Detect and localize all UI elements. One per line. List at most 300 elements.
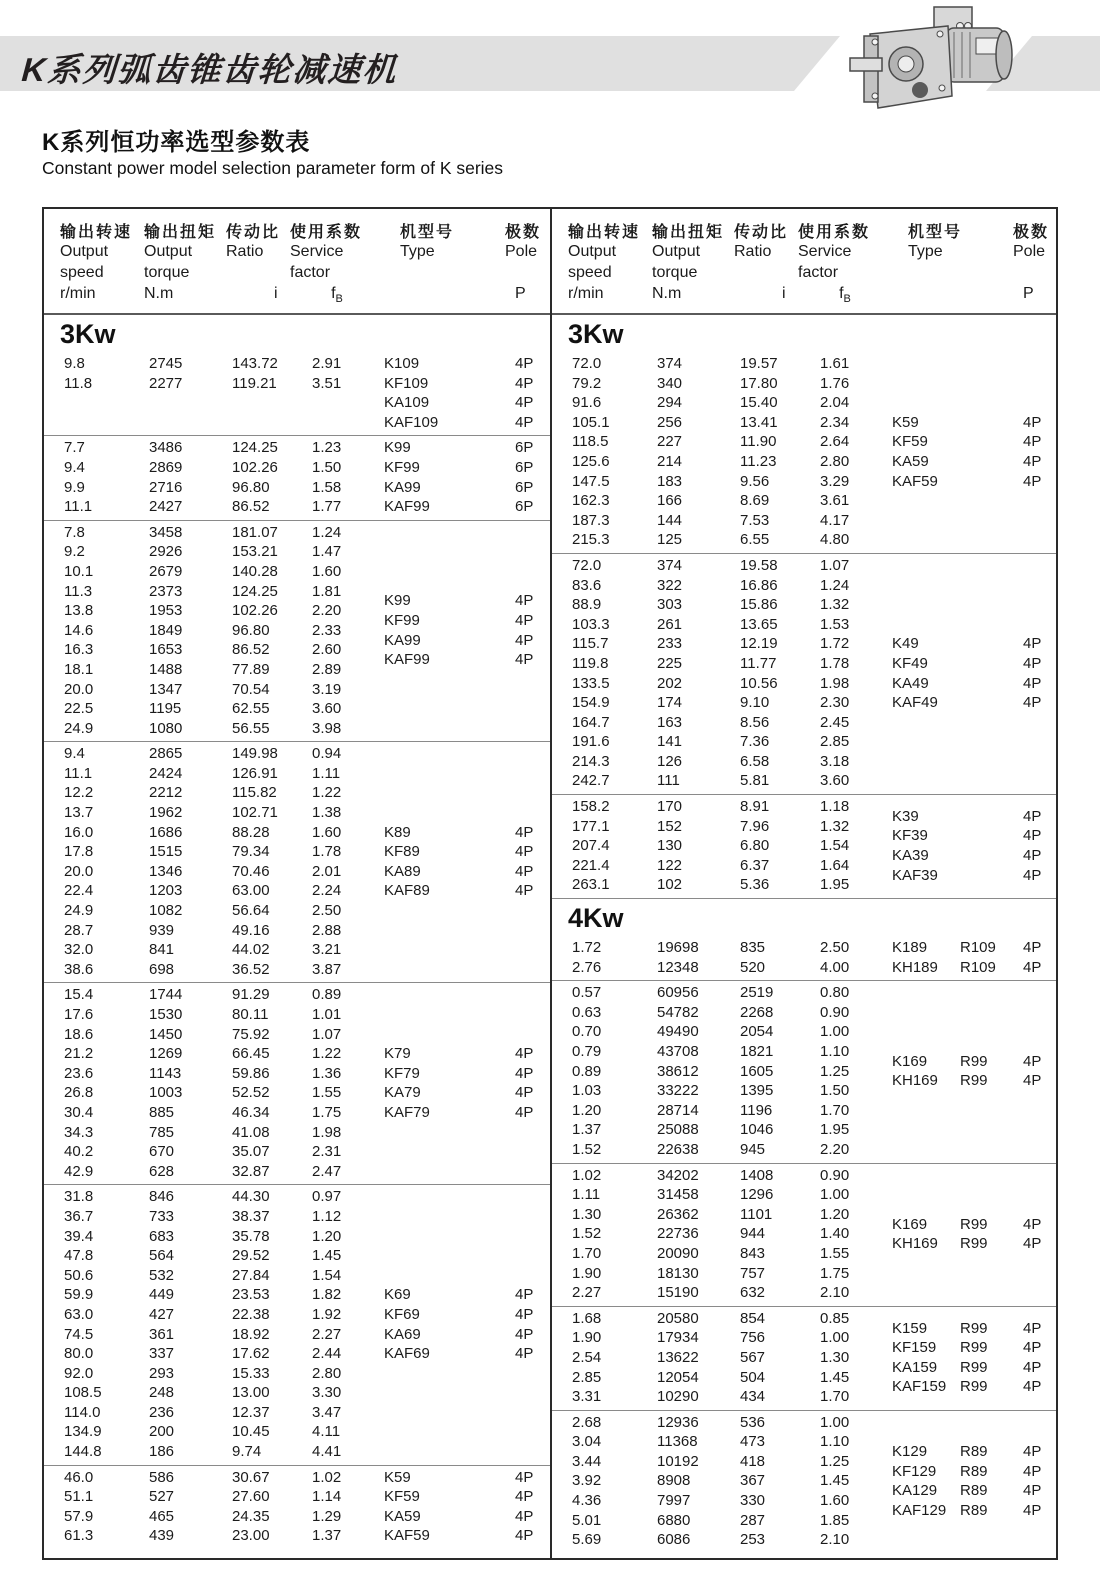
- table-right-half: [550, 209, 1056, 1558]
- ratio-value: 66.45: [232, 1045, 270, 1063]
- type-row: [384, 1285, 550, 1305]
- table-block: [44, 352, 550, 436]
- output-speed-value: 105.1: [572, 413, 610, 431]
- output-torque-value: 1195: [149, 700, 182, 718]
- type-row: [384, 458, 550, 478]
- type-name: K129: [892, 1443, 928, 1461]
- output-speed-value: 88.9: [572, 596, 602, 614]
- ratio-value: 124.25: [232, 439, 278, 457]
- header-cell: Type: [908, 243, 943, 260]
- ratio-value: 9.74: [232, 1443, 262, 1461]
- service-factor-value: 1.30: [820, 1348, 850, 1366]
- type-name: KAF79: [384, 1103, 430, 1121]
- header-cell: Output: [60, 243, 109, 260]
- pole-value: 4P: [1023, 807, 1042, 825]
- table-row: [44, 960, 384, 980]
- ratio-value: 504: [740, 1368, 766, 1386]
- output-speed-value: 13.8: [64, 602, 94, 620]
- table-left-half: [44, 209, 550, 1558]
- data-rows: [552, 981, 892, 1162]
- pole-value: 4P: [515, 1507, 534, 1525]
- output-torque-value: 2865: [149, 745, 183, 763]
- type-suffix: R99: [960, 1072, 988, 1090]
- output-torque-value: 256: [657, 413, 683, 431]
- service-factor-value: 1.38: [312, 804, 342, 822]
- header-cell: 机型号: [908, 224, 963, 241]
- output-speed-value: 4.36: [572, 1492, 602, 1510]
- type-suffix: [452, 1507, 515, 1527]
- service-factor-value: 1.00: [820, 1413, 850, 1431]
- header-row: [552, 285, 1056, 309]
- type-suffix: [452, 1064, 515, 1084]
- output-speed-value: 214.3: [572, 752, 610, 770]
- output-speed-value: 32.0: [64, 941, 94, 959]
- table-row: [44, 1044, 384, 1064]
- table-row: [552, 511, 892, 531]
- type-name: KH169: [892, 1235, 938, 1253]
- output-torque-value: 439: [149, 1527, 175, 1545]
- flange-bolt: [872, 39, 878, 45]
- ratio-value: 115.82: [232, 784, 277, 802]
- table-row: [552, 1120, 892, 1140]
- output-speed-value: 17.6: [64, 1006, 94, 1023]
- ratio-value: 70.54: [232, 680, 270, 698]
- service-factor-value: 4.80: [820, 531, 850, 549]
- output-speed-value: 108.5: [64, 1384, 102, 1402]
- pole-value: 4P: [515, 651, 534, 669]
- pole-value: 4P: [515, 823, 534, 841]
- service-factor-value: 1.50: [312, 458, 342, 476]
- service-factor-value: 1.24: [820, 576, 850, 594]
- type-suffix: [452, 650, 515, 670]
- output-torque-value: 6880: [657, 1511, 691, 1529]
- table-row: [552, 856, 892, 876]
- ratio-value: 19.58: [740, 556, 778, 574]
- type-suffix: R99: [960, 1358, 988, 1376]
- output-torque-value: 1849: [149, 621, 183, 639]
- service-factor-value: 1.36: [312, 1064, 342, 1082]
- type-row: [384, 1325, 550, 1345]
- service-factor-value: 1.98: [820, 674, 850, 692]
- output-speed-value: 57.9: [64, 1507, 94, 1525]
- output-speed-value: 11.1: [64, 498, 93, 516]
- service-factor-value: 1.32: [820, 596, 850, 614]
- table-row: [552, 797, 892, 817]
- table-block: [44, 521, 550, 743]
- table-row: [44, 542, 384, 562]
- type-row: [892, 807, 1056, 827]
- power-section-label: 3Kw: [60, 319, 116, 349]
- header-cell: N.m: [144, 285, 174, 302]
- header-cell: [892, 285, 1004, 309]
- type-row: [384, 1526, 550, 1546]
- table-row: [44, 940, 384, 960]
- pole-value: 4P: [515, 862, 534, 880]
- power-section: [552, 899, 1056, 1553]
- table-block: [552, 1411, 1056, 1553]
- ratio-value: 143.72: [232, 355, 278, 372]
- output-torque-value: 6086: [657, 1531, 691, 1549]
- output-torque-value: 20090: [657, 1244, 699, 1262]
- ratio-value: 91.29: [232, 986, 270, 1004]
- service-factor-value: 1.25: [820, 1452, 850, 1470]
- table-row: [552, 432, 892, 452]
- output-torque-value: 236: [149, 1403, 175, 1421]
- service-factor-value: 3.61: [820, 492, 850, 510]
- output-speed-value: 63.0: [64, 1305, 94, 1323]
- ratio-value: 62.55: [232, 700, 270, 718]
- table-row: [44, 1507, 384, 1527]
- ratio-value: 632: [740, 1284, 766, 1302]
- type-name: K169: [892, 1052, 928, 1070]
- table-row: [552, 1101, 892, 1121]
- type-row: [384, 1507, 550, 1527]
- service-factor-value: 1.92: [312, 1305, 342, 1323]
- output-torque-value: 31458: [657, 1186, 699, 1204]
- table-row: [552, 1413, 892, 1433]
- header-cell: [226, 264, 290, 285]
- header-cell: [496, 264, 550, 285]
- type-name: KAF99: [384, 651, 430, 669]
- type-suffix: R99: [960, 1339, 988, 1357]
- output-speed-value: 11.1: [64, 764, 93, 782]
- header-cell: 使用系数: [798, 224, 871, 241]
- ratio-value: 854: [740, 1309, 766, 1327]
- table-row: [552, 595, 892, 615]
- table-block: [552, 352, 1056, 554]
- output-torque-value: 885: [149, 1103, 175, 1121]
- type-list: [892, 1411, 1056, 1553]
- header-cell: [384, 264, 496, 285]
- table-row: [44, 744, 384, 764]
- ratio-value: 124.25: [232, 582, 278, 600]
- data-rows: [44, 352, 384, 435]
- service-factor-value: 0.85: [820, 1309, 850, 1327]
- pole-value: 4P: [1023, 1072, 1042, 1090]
- output-torque-value: 25088: [657, 1121, 699, 1139]
- data-rows: [552, 1411, 892, 1553]
- output-torque-value: 170: [657, 798, 683, 816]
- type-name: KA59: [384, 1507, 421, 1525]
- pole-value: 4P: [1023, 1235, 1042, 1253]
- header-cell: $f_B$: [839, 285, 851, 306]
- page-title: K系列恒功率选型参数表: [42, 129, 311, 156]
- output-torque-value: 49490: [657, 1023, 699, 1041]
- output-speed-value: 118.5: [572, 433, 609, 451]
- service-factor-value: 1.60: [312, 823, 342, 841]
- table-row: [552, 634, 892, 654]
- type-name: KAF59: [892, 472, 938, 490]
- ratio-value: 49.16: [232, 921, 270, 939]
- output-torque-value: 1953: [149, 602, 183, 620]
- ratio-value: 6.37: [740, 856, 770, 874]
- header-cell: Output: [568, 243, 617, 260]
- output-speed-value: 80.0: [64, 1345, 94, 1363]
- output-torque-value: 337: [149, 1345, 175, 1363]
- service-factor-value: 1.72: [820, 635, 850, 653]
- type-name: KAF59: [384, 1527, 430, 1545]
- pole-value: 4P: [1023, 1443, 1042, 1461]
- type-row: [892, 1052, 1056, 1072]
- type-name: KAF49: [892, 694, 938, 712]
- output-speed-value: 9.9: [64, 478, 85, 496]
- output-torque-value: 200: [149, 1423, 175, 1441]
- output-speed-value: 114.0: [64, 1403, 101, 1421]
- pole-value: 4P: [1023, 654, 1042, 672]
- data-rows: [44, 742, 384, 982]
- header-cell: P: [1023, 285, 1034, 302]
- type-suffix: [452, 374, 515, 394]
- ratio-value: 59.86: [232, 1064, 270, 1082]
- output-torque-value: 43708: [657, 1043, 699, 1060]
- type-name: KAF109: [384, 413, 439, 431]
- pole-value: 4P: [515, 355, 534, 372]
- output-torque-value: 1347: [149, 680, 183, 698]
- housing-bolt: [939, 85, 945, 91]
- output-speed-value: 187.3: [572, 511, 610, 529]
- type-name: KA79: [384, 1084, 421, 1102]
- type-list: [384, 1466, 550, 1549]
- table-row: [552, 1140, 892, 1160]
- ratio-value: 56.64: [232, 902, 270, 920]
- table-row: [44, 601, 384, 621]
- type-name: KF39: [892, 827, 928, 845]
- output-torque-value: 15190: [657, 1284, 699, 1302]
- type-row: [892, 1501, 1056, 1521]
- output-speed-value: 26.8: [64, 1084, 94, 1102]
- output-speed-value: 20.0: [64, 680, 94, 698]
- header-cell: r/min: [60, 285, 96, 302]
- table-row: [552, 732, 892, 752]
- service-factor-value: 1.45: [312, 1247, 342, 1265]
- output-speed-value: 5.69: [572, 1531, 602, 1549]
- table-row: [44, 1005, 384, 1025]
- type-suffix: [452, 393, 515, 413]
- service-factor-value: 1.18: [820, 798, 850, 816]
- output-torque-value: 1203: [149, 882, 183, 900]
- table-row: [44, 621, 384, 641]
- ratio-value: 52.52: [232, 1084, 270, 1102]
- type-suffix: [960, 693, 1023, 713]
- output-speed-value: 1.52: [572, 1140, 602, 1158]
- pole-value: 4P: [1023, 866, 1042, 884]
- type-suffix: [452, 1285, 515, 1305]
- ratio-value: 536: [740, 1413, 766, 1431]
- table-block: [44, 742, 550, 983]
- flange-bolt: [872, 93, 878, 99]
- motor-nameplate: [976, 38, 998, 54]
- pole-value: 6P: [515, 458, 534, 476]
- ratio-value: 126.91: [232, 764, 278, 782]
- service-factor-value: 3.19: [312, 680, 342, 698]
- ratio-value: 23.00: [232, 1527, 270, 1545]
- output-speed-value: 83.6: [572, 576, 602, 594]
- table-row: [44, 374, 384, 394]
- output-torque-value: 846: [149, 1188, 175, 1206]
- ratio-value: 13.65: [740, 615, 778, 633]
- table-row: [552, 413, 892, 433]
- ratio-value: 287: [740, 1511, 766, 1529]
- table-row: [552, 1491, 892, 1511]
- output-speed-value: 125.6: [572, 452, 610, 470]
- output-torque-value: 13622: [657, 1348, 699, 1366]
- type-row: [384, 631, 550, 651]
- type-name: KA159: [892, 1358, 938, 1376]
- service-factor-value: 1.25: [820, 1062, 850, 1080]
- output-torque-value: 785: [149, 1123, 175, 1141]
- ratio-value: 35.07: [232, 1143, 270, 1161]
- table-row: [44, 582, 384, 602]
- header-row: [552, 243, 1056, 264]
- ratio-value: 80.11: [232, 1006, 269, 1023]
- output-torque-value: 12054: [657, 1368, 699, 1386]
- service-factor-value: 1.64: [820, 856, 850, 874]
- service-factor-value: 2.10: [820, 1531, 850, 1549]
- service-factor-value: 1.54: [312, 1266, 342, 1284]
- output-speed-value: 79.2: [572, 374, 602, 392]
- output-torque-value: 174: [657, 694, 683, 712]
- header-cell: Type: [400, 243, 435, 260]
- type-row: [384, 1487, 550, 1507]
- output-torque-value: 670: [149, 1143, 175, 1161]
- type-suffix: [452, 478, 515, 498]
- service-factor-value: 1.75: [312, 1103, 342, 1121]
- type-name: K69: [384, 1286, 411, 1304]
- table-row: [552, 1471, 892, 1491]
- service-factor-value: 1.00: [820, 1023, 850, 1041]
- table-row: [552, 1081, 892, 1101]
- output-torque-value: 1962: [149, 804, 183, 822]
- type-row: [384, 591, 550, 611]
- type-list: [384, 983, 550, 1184]
- type-name: KF99: [384, 611, 420, 629]
- output-speed-value: 2.76: [572, 958, 602, 976]
- table-row: [552, 1328, 892, 1348]
- type-list: [892, 981, 1056, 1162]
- output-torque-value: 1346: [149, 862, 183, 880]
- service-factor-value: 1.00: [820, 1186, 850, 1204]
- output-speed-value: 23.6: [64, 1064, 94, 1082]
- service-factor-value: 2.50: [312, 902, 342, 920]
- data-rows: [552, 795, 892, 898]
- power-section: [44, 315, 550, 1549]
- table-row: [44, 1487, 384, 1507]
- output-speed-value: 18.6: [64, 1025, 94, 1043]
- output-torque-value: 2926: [149, 543, 183, 561]
- service-factor-value: 1.07: [820, 556, 850, 574]
- pole-value: 4P: [1023, 1378, 1042, 1396]
- service-factor-value: 1.02: [312, 1468, 342, 1486]
- service-factor-value: 1.98: [312, 1123, 342, 1141]
- service-factor-value: 1.23: [312, 439, 342, 457]
- type-row: [892, 1215, 1056, 1235]
- pole-value: 4P: [515, 413, 534, 431]
- type-suffix: R99: [960, 1319, 988, 1337]
- type-suffix: R89: [960, 1443, 988, 1461]
- table-row: [552, 817, 892, 837]
- ratio-value: 13.00: [232, 1384, 270, 1402]
- service-factor-value: 0.90: [820, 1166, 850, 1184]
- table-row: [552, 1348, 892, 1368]
- type-list: [892, 352, 1056, 553]
- output-torque-value: 202: [657, 674, 683, 692]
- header-cell: Service: [798, 243, 852, 260]
- service-factor-value: 4.17: [820, 511, 850, 529]
- output-speed-value: 0.57: [572, 984, 602, 1002]
- type-name: KF69: [384, 1305, 420, 1323]
- service-factor-value: 1.85: [820, 1511, 850, 1529]
- type-suffix: [452, 1344, 515, 1364]
- output-torque-value: 1080: [149, 719, 183, 737]
- output-torque-value: 12936: [657, 1413, 699, 1431]
- header-cell: Output: [144, 243, 193, 260]
- data-rows: [552, 352, 892, 553]
- table-row: [44, 354, 384, 374]
- type-name: K59: [384, 1468, 411, 1486]
- output-speed-value: 263.1: [572, 876, 610, 894]
- table-row: [552, 374, 892, 394]
- output-torque-value: 141: [657, 733, 683, 751]
- type-name: K169: [892, 1215, 928, 1233]
- type-name: K109: [384, 355, 420, 372]
- service-factor-value: 2.20: [820, 1140, 850, 1158]
- pole-value: 4P: [1023, 413, 1042, 431]
- output-torque-value: 733: [149, 1207, 175, 1225]
- type-row: [384, 374, 550, 394]
- output-torque-value: 38612: [657, 1062, 699, 1080]
- type-suffix: [960, 634, 1023, 654]
- output-speed-value: 2.85: [572, 1368, 602, 1386]
- power-section-label: 4Kw: [568, 903, 624, 934]
- service-factor-value: 1.07: [312, 1025, 342, 1043]
- table-row: [44, 1162, 384, 1182]
- table-row: [552, 1244, 892, 1264]
- service-factor-value: 3.87: [312, 960, 342, 978]
- ratio-value: 843: [740, 1244, 766, 1262]
- output-torque-value: 34202: [657, 1166, 699, 1184]
- table-row: [44, 1364, 384, 1384]
- output-speed-value: 11.3: [64, 582, 93, 600]
- type-row: [384, 881, 550, 901]
- type-row: [384, 862, 550, 882]
- type-suffix: [452, 497, 515, 517]
- table-row: [44, 862, 384, 882]
- type-row: [892, 413, 1056, 433]
- output-speed-value: 40.2: [64, 1143, 94, 1161]
- data-rows: [552, 1164, 892, 1306]
- output-torque-value: 2745: [149, 355, 183, 372]
- type-suffix: [452, 881, 515, 901]
- output-speed-value: 7.7: [64, 439, 85, 457]
- ratio-value: 29.52: [232, 1247, 270, 1265]
- ratio-value: 6.80: [740, 837, 770, 855]
- ratio-value: 1395: [740, 1082, 774, 1100]
- header-cell: speed: [568, 264, 612, 281]
- type-row: [384, 354, 550, 374]
- type-suffix: R99: [960, 1052, 988, 1070]
- pole-value: 4P: [515, 1045, 534, 1063]
- ratio-value: 86.52: [232, 498, 270, 516]
- ratio-value: 30.67: [232, 1468, 270, 1486]
- table-row: [552, 1387, 892, 1407]
- ratio-value: 1408: [740, 1166, 774, 1184]
- output-torque-value: 683: [149, 1227, 175, 1245]
- output-speed-value: 50.6: [64, 1266, 94, 1284]
- table-row: [552, 1283, 892, 1303]
- service-factor-value: 1.37: [312, 1527, 342, 1545]
- type-row: [384, 497, 550, 517]
- table-row: [44, 438, 384, 458]
